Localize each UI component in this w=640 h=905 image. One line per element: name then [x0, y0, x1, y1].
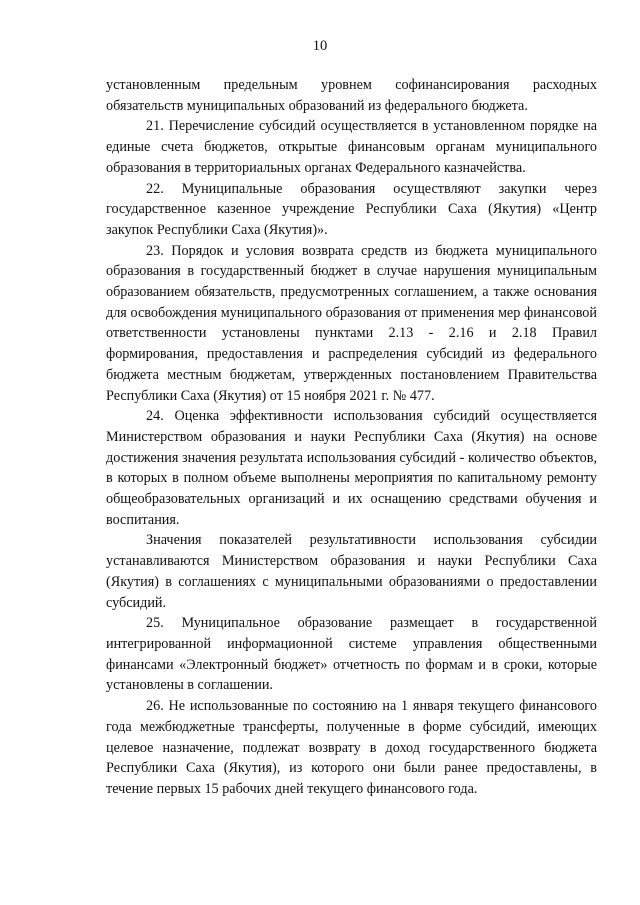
paragraph-21: 21. Перечисление субсидий осуществляется в установленном порядке на единые счета бюджетов, открытые финансовым органам муниципального образования в территориальных органах Федерального казначейства. — [106, 118, 597, 176]
document-body — [106, 75, 597, 800]
paragraph-23: 23. Порядок и условия возврата средств из бюджета муниципального образования в государственный бюджет в случае нарушения муниципальным образованием обязательств, предусмотренных соглашением, а также основания для освобождения муниципального образования от применения мер финансовой ответственности установлены пунктами 2.13 - 2.16 и 2.18 Правил формирования, предоставления и распределения субсидий из федерального бюджета местным бюджетам, утвержденных постановлением Правительства Республики Саха (Якутия) от 15 ноября 2021 г. № 477. — [106, 242, 597, 404]
paragraph-26: 26. Не использованные по состоянию на 1 января текущего финансового года межбюджетные трансферты, полученные в форме субсидий, имеющих целевое назначение, подлежат возврату в доход государственного бюджета Республики Саха (Якутия), из которого они были ранее предоставлены, в течение первых 15 рабочих дней текущего финансового года. — [106, 698, 597, 797]
paragraph-25: 25. Муниципальное образование размещает в государственной интегрированной информационной системе управления общественными финансами «Электронный бюджет» отчетность по формам и в сроки, которые установлены в соглашении. — [106, 615, 597, 694]
paragraph-24-values: Значения показателей результативности использования субсидии устанавливаются Министерством образования и науки Республики Саха (Якутия) в соглашениях с муниципальными образованиями о предоставлении субсидий. — [106, 532, 597, 611]
page-number: 10 — [312, 38, 328, 54]
paragraph-22: 22. Муниципальные образования осуществляют закупки через государственное казенное учреждение Республики Саха (Якутия) «Центр закупок Республики Саха (Якутия)». — [106, 180, 597, 238]
paragraph-24: 24. Оценка эффективности использования субсидий осуществляется Министерством образования и науки Республики Саха (Якутия) на основе достижения значения результата использования субсидий - количество объектов, в которых в полном объеме выполнены мероприятия по капитальному ремонту общеобразовательных организаций и их оснащению средствами обучения и воспитания. — [106, 408, 597, 528]
paragraph-continuation: установленным предельным уровнем софинансирования расходных обязательств муниципальных образований из федерального бюджета. — [106, 77, 597, 114]
